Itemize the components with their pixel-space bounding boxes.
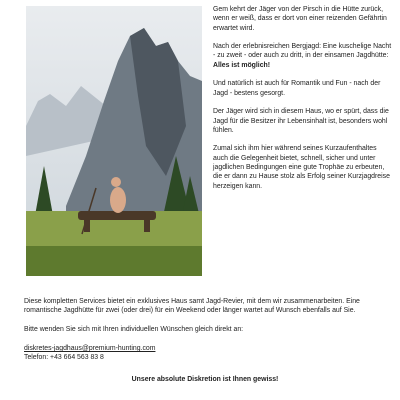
romantik-paragraph: Und natürlich ist auch für Romantik und Fun - nach der Jagd - bestens gesorgt.	[213, 80, 381, 97]
highlight-text: Alles ist möglich!	[213, 61, 271, 69]
contact-intro: Bitte wenden Sie sich mit Ihren individuellen Wünschen gleich direkt an:	[24, 326, 244, 334]
figure-head	[111, 177, 121, 187]
email-link[interactable]: diskretes-jagdhaus@premium-hunting.com	[24, 345, 156, 352]
bench-leg	[144, 218, 150, 232]
seated-figure	[110, 187, 126, 213]
meadow-foreground	[26, 246, 202, 276]
bergjagd-paragraph: Nach der erlebnisreichen Bergjagd: Eine kuschelige Nacht - zu zweit - oder auch zu dritt, in der einsamen Jagdhütte: Alles ist möglich!	[213, 43, 392, 69]
description-column	[213, 5, 393, 200]
contact-section	[24, 297, 386, 394]
hunting-scene-photo	[26, 6, 202, 276]
discretion-note: Unsere absolute Diskretion ist Ihnen gewiss!	[131, 375, 279, 383]
haus-paragraph: Der Jäger wird sich in diesem Haus, wo er spürt, dass die Jagd für die Besitzer ihr Lebensinhalt ist, besonders wohl fühlen.	[213, 108, 389, 134]
phone-number: Telefon: +43 664 563 83 8	[24, 354, 104, 362]
intro-paragraph: Gem kehrt der Jäger von der Pirsch in die Hütte zurück, wenn er weiß, dass er dort von einer reizenden Gefährtin erwartet wird.	[213, 6, 387, 32]
hunting-scene-illustration	[26, 6, 202, 276]
trophy-paragraph: Zumal sich ihm hier während seines Kurzaufenthaltes auch die Gelegenheit bietet, schnell, sicher und unter jagdlichen Bedingungen eine gute Trophäe zu erbeuten, die er dann zu Hause stolz als Erfolg seiner Kurzjagdreise herzeigen kann.	[213, 145, 390, 190]
services-paragraph: Diese kompletten Services bietet ein exklusives Haus samt Jagd-Revier, mit dem wir zusammenarbeiten. Eine romantische Jagdhütte für zwei (oder drei) für ein Weekend oder länger wartet auf Wunsch ebenfalls auf Sie.	[24, 298, 360, 315]
